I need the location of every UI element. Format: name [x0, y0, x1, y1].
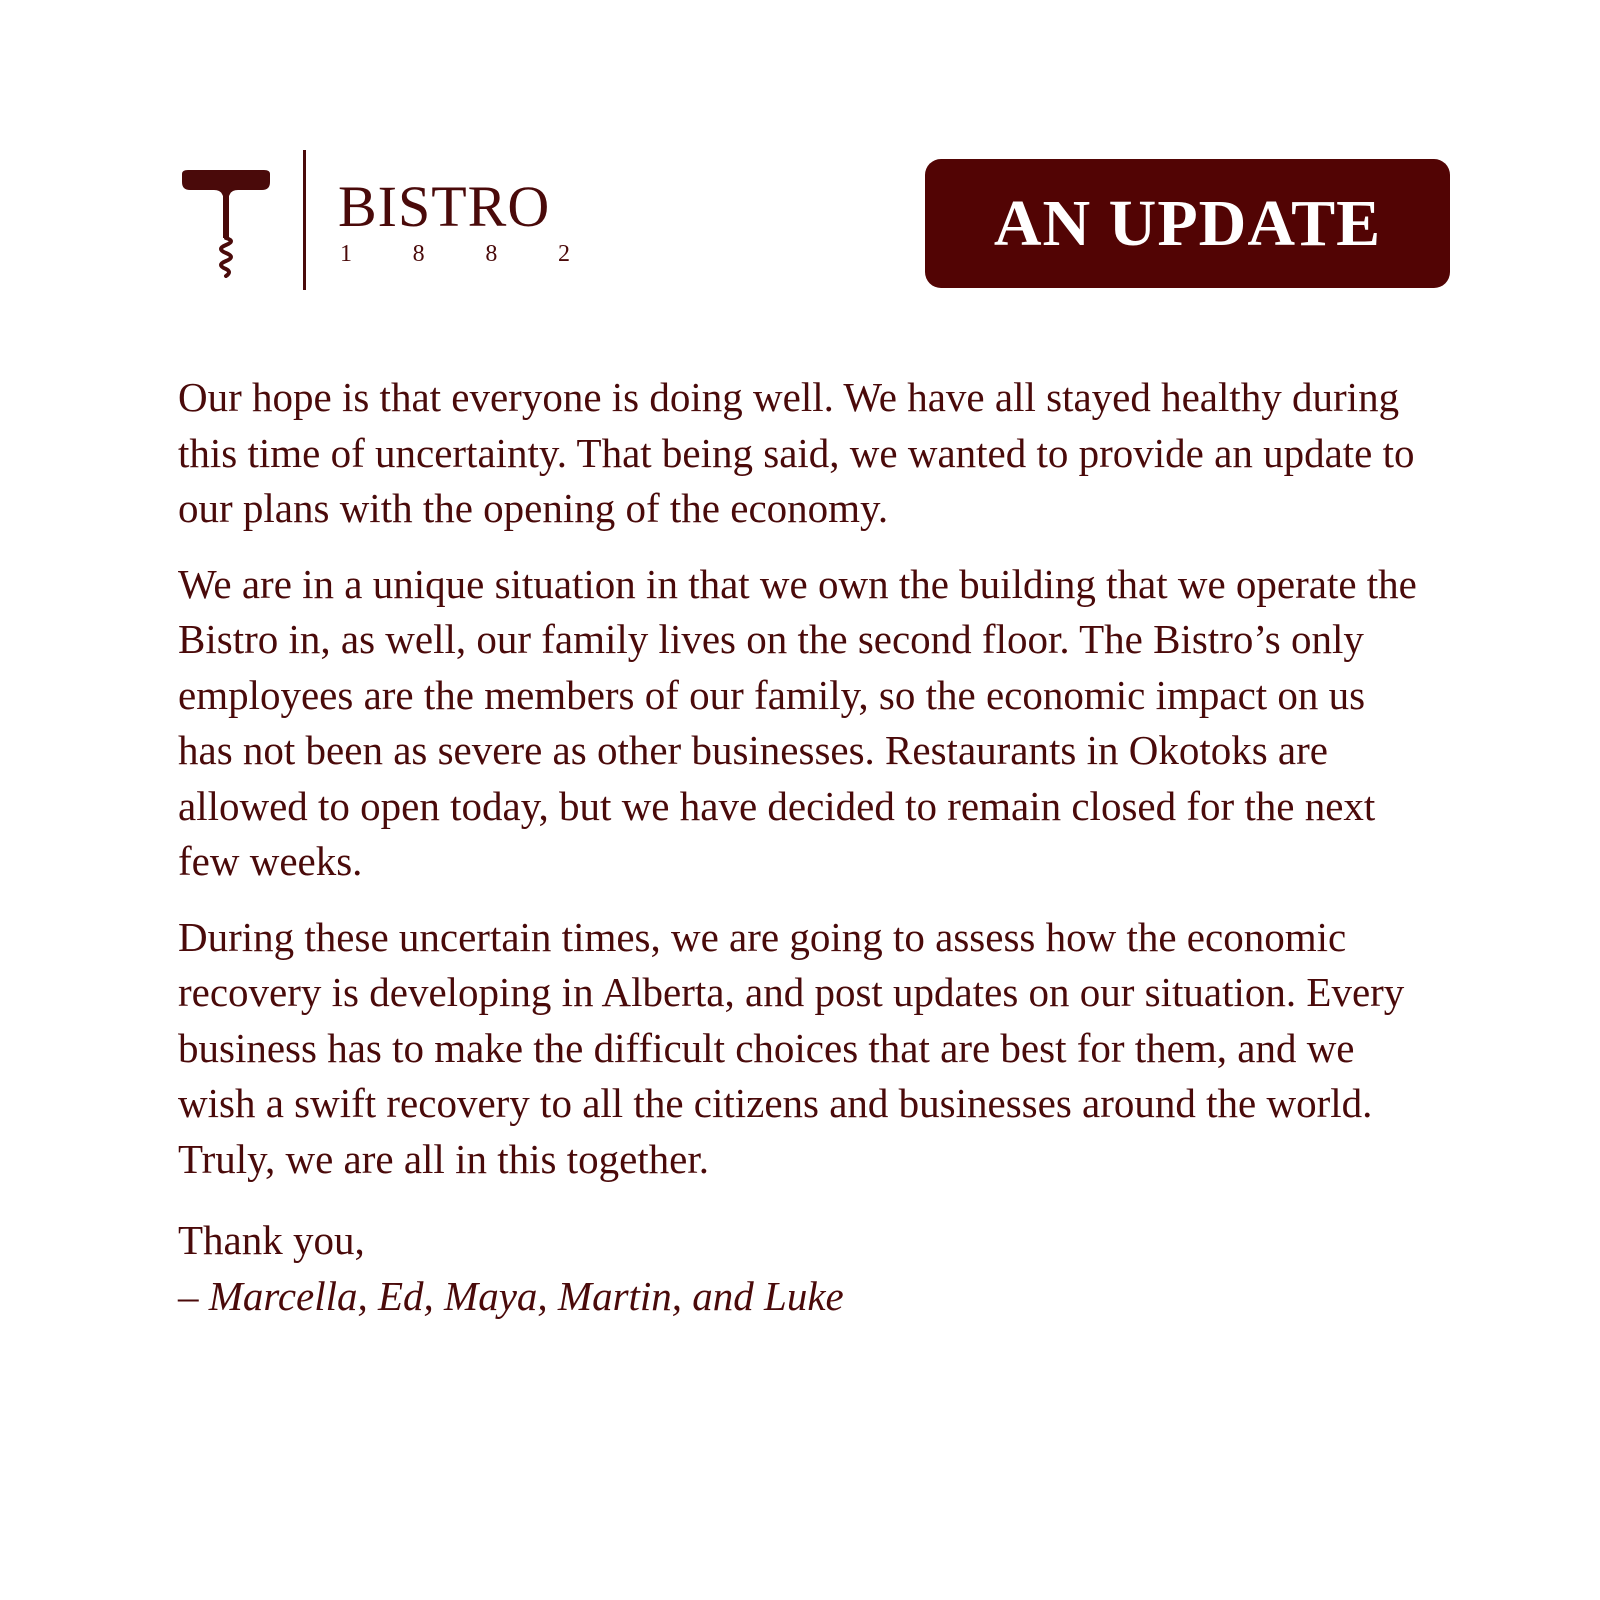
- letter-body: [178, 370, 1418, 1324]
- brand-name: BISTRO: [338, 174, 551, 239]
- bistro-logo: [178, 150, 598, 296]
- letter-paragraph: We are in a unique situation in that we own the building that we operate the Bistro in, as well, our family lives on the second floor. The Bistro’s only employees are the members of our family, so the economic impact on us has not been as severe as other businesses. Restaurants in Okotoks are allowed to open today, but we have decided to remain closed for the next few weeks.: [178, 560, 1417, 884]
- brand-year-digit: 8: [485, 241, 498, 267]
- closing-line: Thank you,: [178, 1217, 365, 1263]
- logo-divider: [303, 150, 306, 290]
- brand-year-digit: 1: [340, 241, 352, 267]
- signature-line: – Marcella, Ed, Maya, Martin, and Luke: [178, 1272, 844, 1319]
- brand-year-digit: 8: [412, 241, 425, 267]
- sign-off: [178, 1213, 1418, 1324]
- update-badge-label: AN UPDATE: [993, 186, 1382, 260]
- corkscrew-icon: [178, 168, 274, 278]
- brand-year: [340, 242, 570, 266]
- letter-paragraph: During these uncertain times, we are going to assess how the economic recovery is developing in Alberta, and post updates on our situation. Every business has to make the difficult choices that are best for them, and we wish a swift recovery to all the citizens and businesses around the world. Truly, we are all in this together.: [178, 913, 1405, 1182]
- letter-paragraph: Our hope is that everyone is doing well. We have all stayed healthy during this time of uncertainty. That being said, we wanted to provide an update to our plans with the opening of the economy.: [178, 374, 1415, 531]
- brand-year-digit: 2: [557, 241, 570, 267]
- update-badge: [925, 159, 1450, 288]
